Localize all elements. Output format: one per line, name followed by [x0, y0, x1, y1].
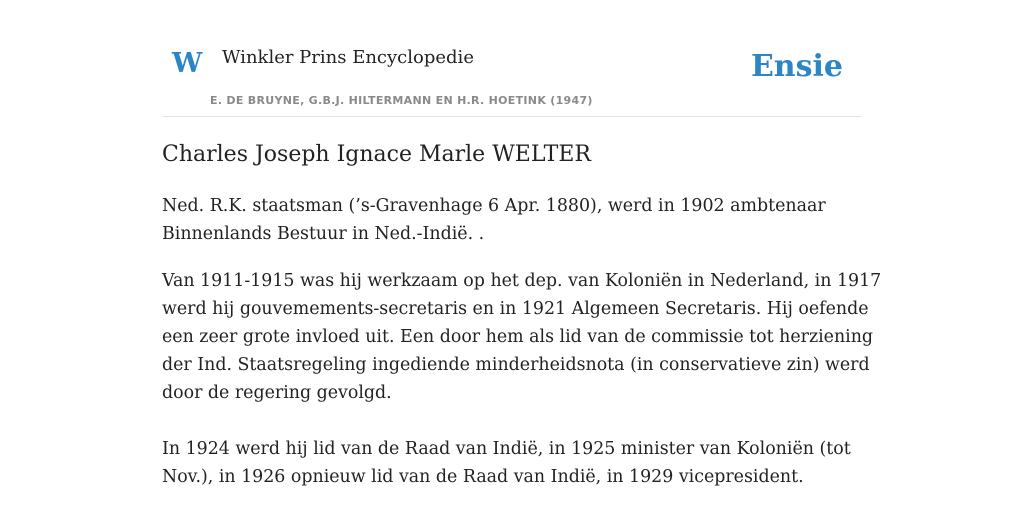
paragraph-line: door de regering gevolgd.	[162, 383, 392, 403]
publication-authors: E. DE BRUYNE, G.B.J. HILTERMANN EN H.R. HOETINK (1947)	[210, 94, 593, 107]
ensie-logo[interactable]: Ensie	[750, 49, 843, 84]
paragraph-line: Ned. R.K. staatsman (’s-Gravenhage 6 Apr. 1880), werd in 1902 ambtenaar	[162, 196, 826, 216]
paragraph-line: In 1924 werd hij lid van de Raad van Indië, in 1925 minister van Koloniën (tot	[162, 439, 851, 459]
article	[162, 140, 882, 491]
article-title: Charles Joseph Ignace Marle WELTER	[162, 142, 591, 167]
paragraph-line: Van 1911-1915 was hij werkzaam op het dep. van Koloniën in Nederland, in 1917	[162, 271, 882, 291]
paragraph-line: werd hij gouvemements-secretaris en in 1921 Algemeen Secretaris. Hij oefende	[162, 299, 869, 319]
paragraph-line: Nov.), in 1926 opnieuw lid van de Raad van Indië, in 1929 vicepresident.	[162, 467, 804, 487]
publication-title[interactable]: Winkler Prins Encyclopedie	[222, 47, 474, 68]
paragraph-line: Binnenlands Bestuur in Ned.-Indië. .	[162, 224, 485, 244]
paragraph-line: der Ind. Staatsregeling ingediende minderheidsnota (in conservatieve zin) werd	[162, 355, 870, 375]
article-paragraph	[162, 192, 862, 248]
paragraph-line: een zeer grote invloed uit. Een door hem als lid van de commissie tot herziening	[162, 327, 874, 347]
winkler-prins-logo[interactable]: W	[172, 48, 203, 79]
article-paragraph	[162, 267, 882, 407]
header	[162, 0, 862, 117]
article-paragraph	[162, 435, 862, 491]
